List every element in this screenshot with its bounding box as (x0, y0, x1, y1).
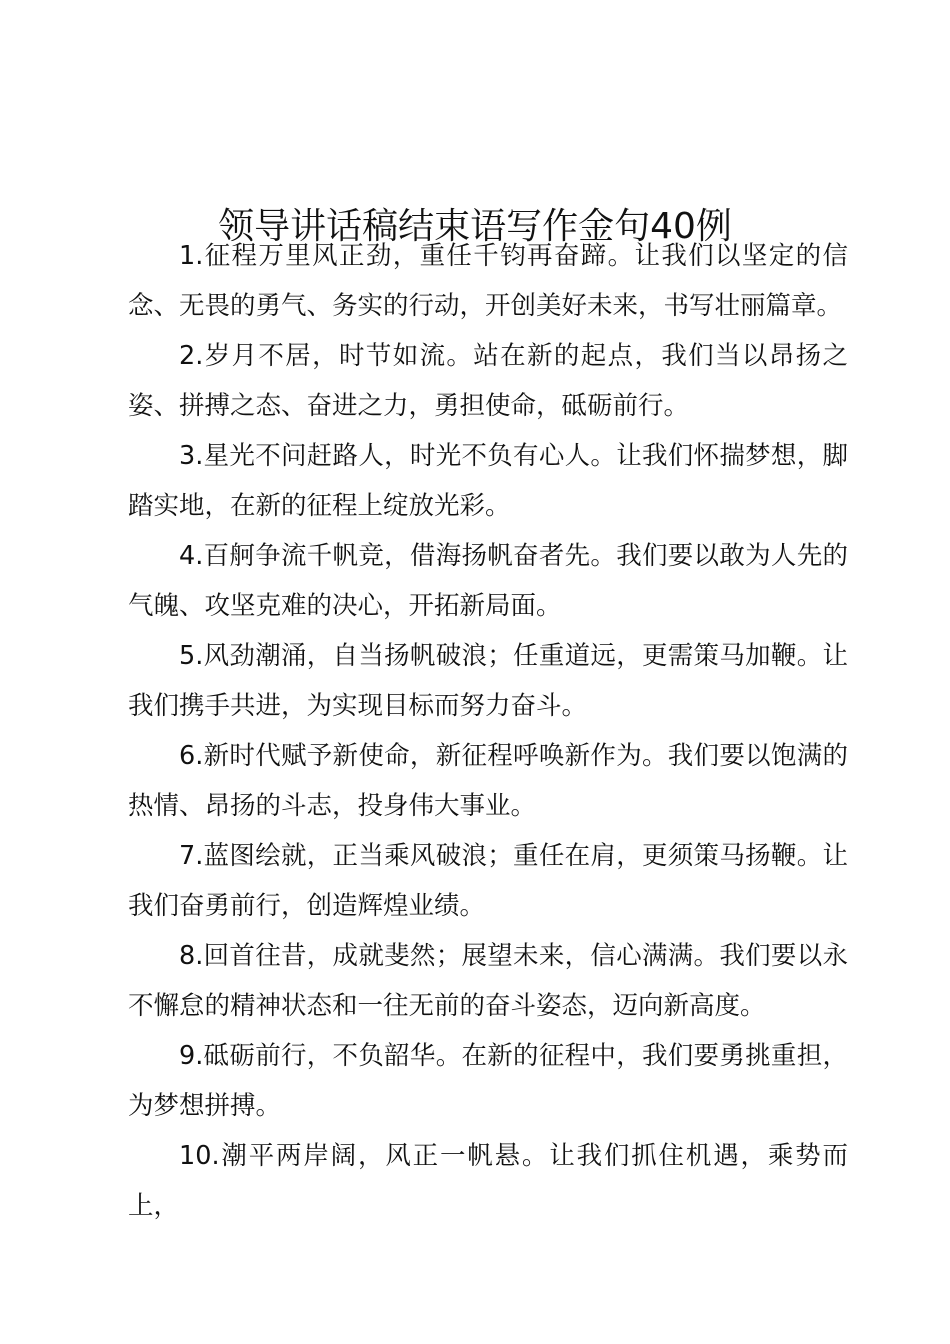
paragraph-9: 9.砥砺前行，不负韶华。在新的征程中，我们要勇挑重担，为梦想拼搏。 (128, 1041, 848, 1121)
paragraph-2: 2.岁月不居，时节如流。站在新的起点，我们当以昂扬之姿、拼搏之态、奋进之力，勇担使命，砥砺前行。 (128, 341, 848, 421)
document-title: 领导讲话稿结束语写作金句40例 (218, 206, 732, 248)
paragraph-8: 8.回首往昔，成就斐然；展望未来，信心满满。我们要以永不懈怠的精神状态和一往无前的奋斗姿态，迈向新高度。 (128, 941, 848, 1021)
paragraph-5: 5.风劲潮涌，自当扬帆破浪；任重道远，更需策马加鞭。让我们携手共进，为实现目标而努力奋斗。 (128, 641, 848, 721)
paragraph-4: 4.百舸争流千帆竞，借海扬帆奋者先。我们要以敢为人先的气魄、攻坚克难的决心，开拓新局面。 (128, 541, 848, 621)
paragraph-7: 7.蓝图绘就，正当乘风破浪；重任在肩，更须策马扬鞭。让我们奋勇前行，创造辉煌业绩。 (128, 841, 848, 921)
paragraph-10: 10.潮平两岸阔，风正一帆悬。让我们抓住机遇，乘势而上， (128, 1141, 848, 1221)
document-body (128, 231, 848, 1231)
paragraph-1: 1.征程万里风正劲，重任千钧再奋蹄。让我们以坚定的信念、无畏的勇气、务实的行动，开创美好未来，书写壮丽篇章。 (128, 241, 848, 321)
paragraph-3: 3.星光不问赶路人，时光不负有心人。让我们怀揣梦想，脚踏实地，在新的征程上绽放光彩。 (128, 441, 848, 521)
paragraph-6: 6.新时代赋予新使命，新征程呼唤新作为。我们要以饱满的热情、昂扬的斗志，投身伟大事业。 (128, 741, 848, 821)
